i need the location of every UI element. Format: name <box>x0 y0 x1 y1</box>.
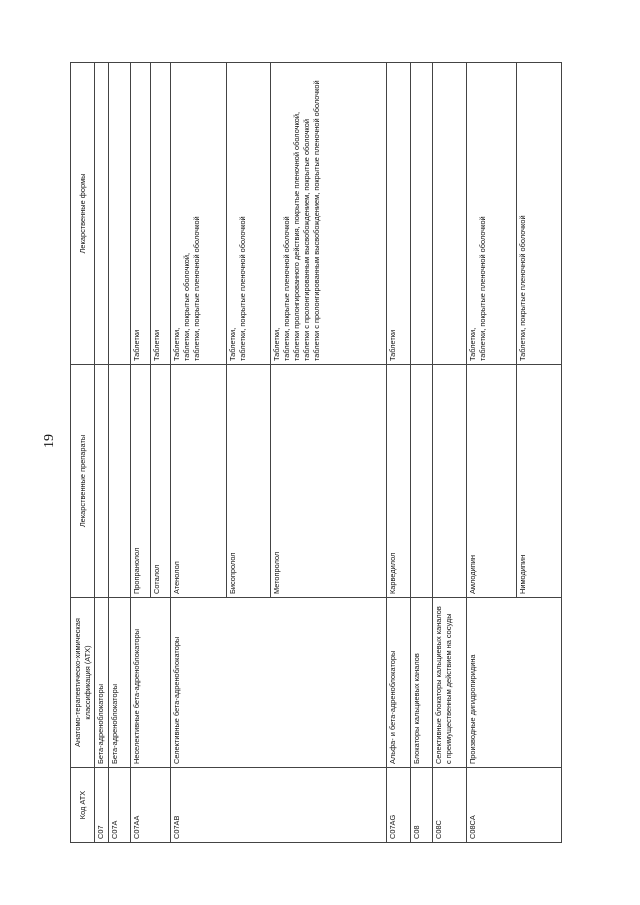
cell-forms <box>517 63 562 365</box>
cell-classification: Бета-адреноблокаторы <box>109 598 131 768</box>
cell-forms <box>151 63 171 365</box>
form-line: Таблетки, <box>468 327 477 361</box>
cell-drug: Карведилол <box>387 365 411 598</box>
cell-code: C07AA <box>131 768 171 843</box>
cell-drug: Пропранолол <box>131 365 151 598</box>
form-line: таблетки пролонгированного действия, покрытые пленочной оболочкой, <box>291 111 301 361</box>
cell-code: C07 <box>95 768 109 843</box>
table-row <box>467 63 517 843</box>
cell-drug <box>95 365 109 598</box>
header-drugs: Лекарственные препараты <box>71 365 95 598</box>
cell-code: C08CA <box>467 768 562 843</box>
drug-table <box>70 62 562 843</box>
cell-classification: Селективные бета-адреноблокаторы <box>171 598 387 768</box>
form-line: таблетки, покрытые пленочной оболочкой <box>237 216 247 361</box>
table-row <box>95 63 109 843</box>
form-line: Таблетки, <box>172 327 181 361</box>
cell-drug <box>411 365 433 598</box>
table-row <box>433 63 467 843</box>
cell-forms <box>411 63 433 365</box>
page-number: 19 <box>42 434 57 448</box>
form-line: таблетки с пролонгированным высвобождением, покрытые пленочной оболочкой <box>311 80 321 361</box>
form-line: Таблетки <box>388 329 397 361</box>
cell-forms <box>95 63 109 365</box>
cell-classification: Бета-адреноблокаторы <box>95 598 109 768</box>
table-header-row <box>71 63 95 843</box>
form-line: таблетки с пролонгированным высвобождением, покрытые оболочкой <box>301 119 311 361</box>
cell-forms <box>227 63 271 365</box>
cell-drug: Амлодипин <box>467 365 517 598</box>
cell-classification: Альфа- и бета-адреноблокаторы <box>387 598 411 768</box>
table-row <box>411 63 433 843</box>
header-code: Код АТХ <box>71 768 95 843</box>
form-line: таблетки, покрытые пленочной оболочкой <box>191 216 201 361</box>
cell-classification: Неселективные бета-адреноблокаторы <box>131 598 171 768</box>
cell-forms <box>131 63 151 365</box>
cell-drug: Бисопролол <box>227 365 271 598</box>
header-forms: Лекарственные формы <box>71 63 95 365</box>
cell-drug <box>433 365 467 598</box>
form-line: Таблетки, <box>228 327 237 361</box>
table-row <box>387 63 411 843</box>
rotated-table-container <box>70 63 557 843</box>
cell-code: C07A <box>109 768 131 843</box>
cell-forms <box>433 63 467 365</box>
form-line: Таблетки, покрытые пленочной оболочкой <box>518 215 527 361</box>
form-line: Таблетки, <box>272 327 281 361</box>
cell-forms <box>171 63 227 365</box>
cell-code: C08 <box>411 768 433 843</box>
table-row <box>131 63 151 843</box>
cell-code: C08C <box>433 768 467 843</box>
form-line: таблетки, покрытые пленочной оболочкой <box>477 216 487 361</box>
header-classification: Анатомо-терапевтическо-химическая классификация (АТХ) <box>71 598 95 768</box>
cell-classification: Селективные блокаторы кальциевых каналов с преимущественным действием на сосуды <box>433 598 467 768</box>
cell-drug: Соталол <box>151 365 171 598</box>
cell-drug: Атенолол <box>171 365 227 598</box>
cell-drug: Метопролол <box>271 365 387 598</box>
cell-code: C07AB <box>171 768 387 843</box>
cell-forms <box>109 63 131 365</box>
cell-code: C07AG <box>387 768 411 843</box>
form-line: Таблетки <box>152 329 161 361</box>
cell-classification: Блокаторы кальциевых каналов <box>411 598 433 768</box>
cell-forms <box>387 63 411 365</box>
table-row <box>171 63 227 843</box>
table-row <box>109 63 131 843</box>
form-line: таблетки, покрытые оболочкой, <box>181 252 191 361</box>
cell-classification: Производные дигидропиридина <box>467 598 562 768</box>
cell-forms <box>271 63 387 365</box>
cell-drug: Нимодипин <box>517 365 562 598</box>
form-line: таблетки, покрытые пленочной оболочкой <box>281 216 291 361</box>
form-line: Таблетки <box>132 329 141 361</box>
cell-drug <box>109 365 131 598</box>
cell-forms <box>467 63 517 365</box>
